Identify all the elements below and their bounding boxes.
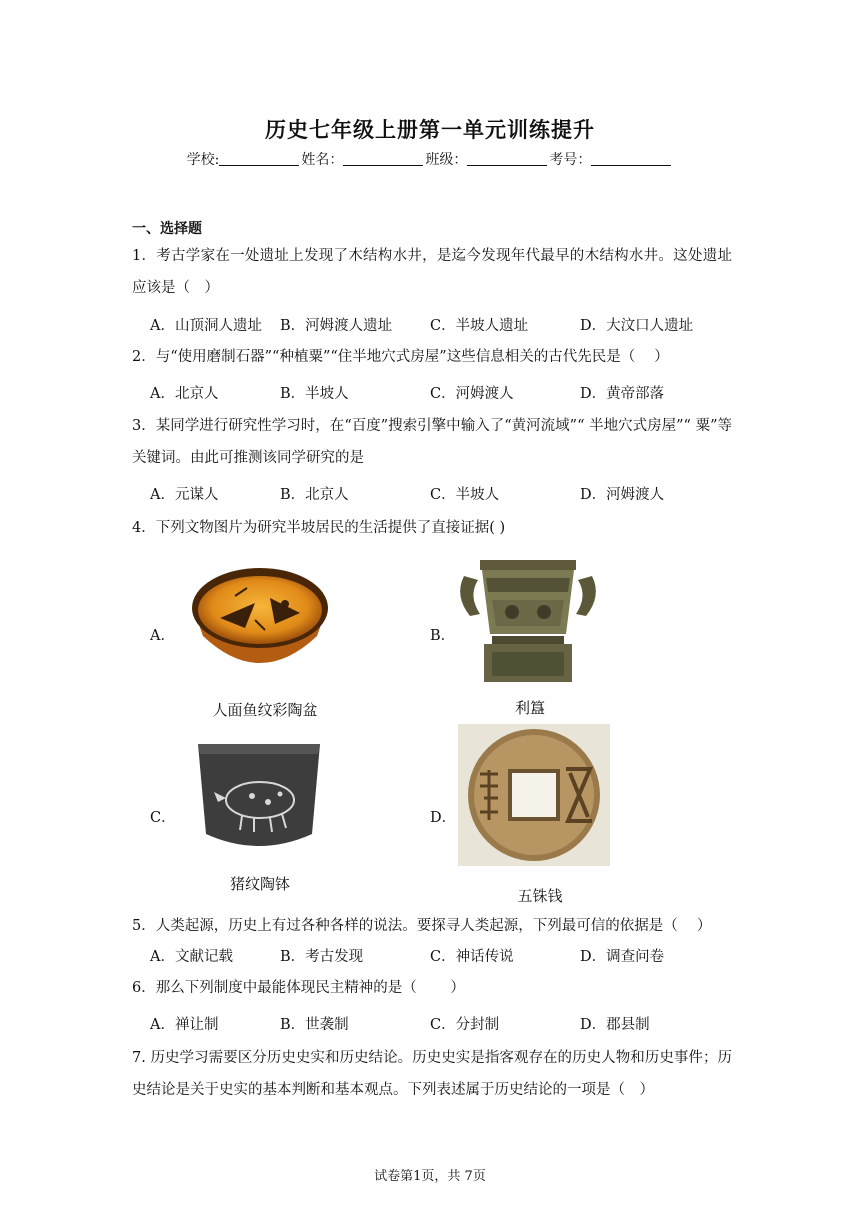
pig-pattern-pottery-bowl-image <box>194 738 324 856</box>
page-footer: 试卷第1页，共 7页 <box>374 1169 486 1184</box>
question-6-option-b[interactable]: B．世袭制 <box>280 1017 349 1033</box>
question-3-text: 3．某同学进行研究性学习时，在“百度”搜索引擎中输入了“黄河流域”“ 半地穴式房屋”“ 粟”等关键词。由此可推测该同学研究的是 <box>132 418 732 466</box>
exam-no-blank <box>591 151 671 166</box>
question-1-option-b[interactable]: B．河姆渡人遗址 <box>280 318 393 334</box>
section-title: 一、选择题 <box>132 221 202 237</box>
question-4-option-a[interactable]: A． <box>150 628 175 644</box>
question-5-option-c[interactable]: C．神话传说 <box>430 949 514 965</box>
wuzhu-coin-image <box>458 724 610 866</box>
question-3-option-b[interactable]: B．北京人 <box>280 487 349 503</box>
image-label-c: 猪纹陶钵 <box>229 875 290 893</box>
question-6-text: 6．那么下列制度中最能体现民主精神的是（ ） <box>132 980 465 996</box>
question-1-option-d[interactable]: D．大汶口人遗址 <box>580 318 694 334</box>
question-5-option-d[interactable]: D．调查问卷 <box>580 949 665 965</box>
question-4-option-b[interactable]: B． <box>430 628 456 644</box>
question-4-option-d[interactable]: D． <box>430 810 457 826</box>
student-info-line <box>0 149 860 169</box>
question-2-option-b[interactable]: B．半坡人 <box>280 386 349 402</box>
question-2-option-d[interactable]: D．黄帝部落 <box>580 386 665 402</box>
page-title: 历史七年级上册第一单元训练提升 <box>265 117 595 142</box>
exam-no-label: 考号： <box>549 152 592 168</box>
school-label: 学校: <box>186 152 220 168</box>
question-2-option-a[interactable]: A．北京人 <box>150 386 219 402</box>
question-5-option-a[interactable]: A．文献记载 <box>150 949 233 965</box>
image-label-a: 人面鱼纹彩陶盆 <box>212 701 318 719</box>
class-label: 班级： <box>425 152 468 168</box>
question-5-text: 5．人类起源，历史上有过各种各样的说法。要探寻人类起源，下列最可信的依据是（ ） <box>132 918 712 934</box>
question-2-text: 2．与“使用磨制石器”“种植粟”“住半地穴式房屋”这些信息相关的古代先民是（ ） <box>132 349 669 365</box>
question-3-option-c[interactable]: C．半坡人 <box>430 487 500 503</box>
class-blank <box>467 151 547 166</box>
question-3-option-d[interactable]: D．河姆渡人 <box>580 487 665 503</box>
name-blank <box>343 151 423 166</box>
question-3-option-a[interactable]: A．元谋人 <box>150 487 219 503</box>
question-6-option-a[interactable]: A．禅让制 <box>150 1017 219 1033</box>
question-6-option-d[interactable]: D．郡县制 <box>580 1017 650 1033</box>
school-blank <box>219 151 299 166</box>
li-gui-bronze-vessel-image <box>452 556 604 682</box>
question-4-text: 4．下列文物图片为研究半坡居民的生活提供了直接证据( ) <box>132 520 506 536</box>
question-4-option-c[interactable]: C． <box>150 810 176 826</box>
question-7-text: 7. 历史学习需要区分历史史实和历史结论。历史史实是指客观存在的历史人物和历史事件；历史结论是关于史实的基本判断和基本观点。下列表述属于历史结论的一项是（ ） <box>132 1050 732 1098</box>
name-label: 姓名： <box>301 152 344 168</box>
question-6-option-c[interactable]: C．分封制 <box>430 1017 500 1033</box>
question-2-option-c[interactable]: C．河姆渡人 <box>430 386 514 402</box>
painted-pottery-basin-image <box>185 558 335 683</box>
question-1-option-c[interactable]: C．半坡人遗址 <box>430 318 529 334</box>
image-label-d: 五铢钱 <box>517 887 563 905</box>
question-1-option-a[interactable]: A．山顶洞人遗址 <box>150 318 262 334</box>
question-1-text: 1．考古学家在一处遗址上发现了木结构水井，是迄今发现年代最早的木结构水井。这处遗址应该是（ ） <box>132 248 732 296</box>
image-label-b: 利簋 <box>514 699 545 717</box>
question-5-option-b[interactable]: B．考古发现 <box>280 949 364 965</box>
